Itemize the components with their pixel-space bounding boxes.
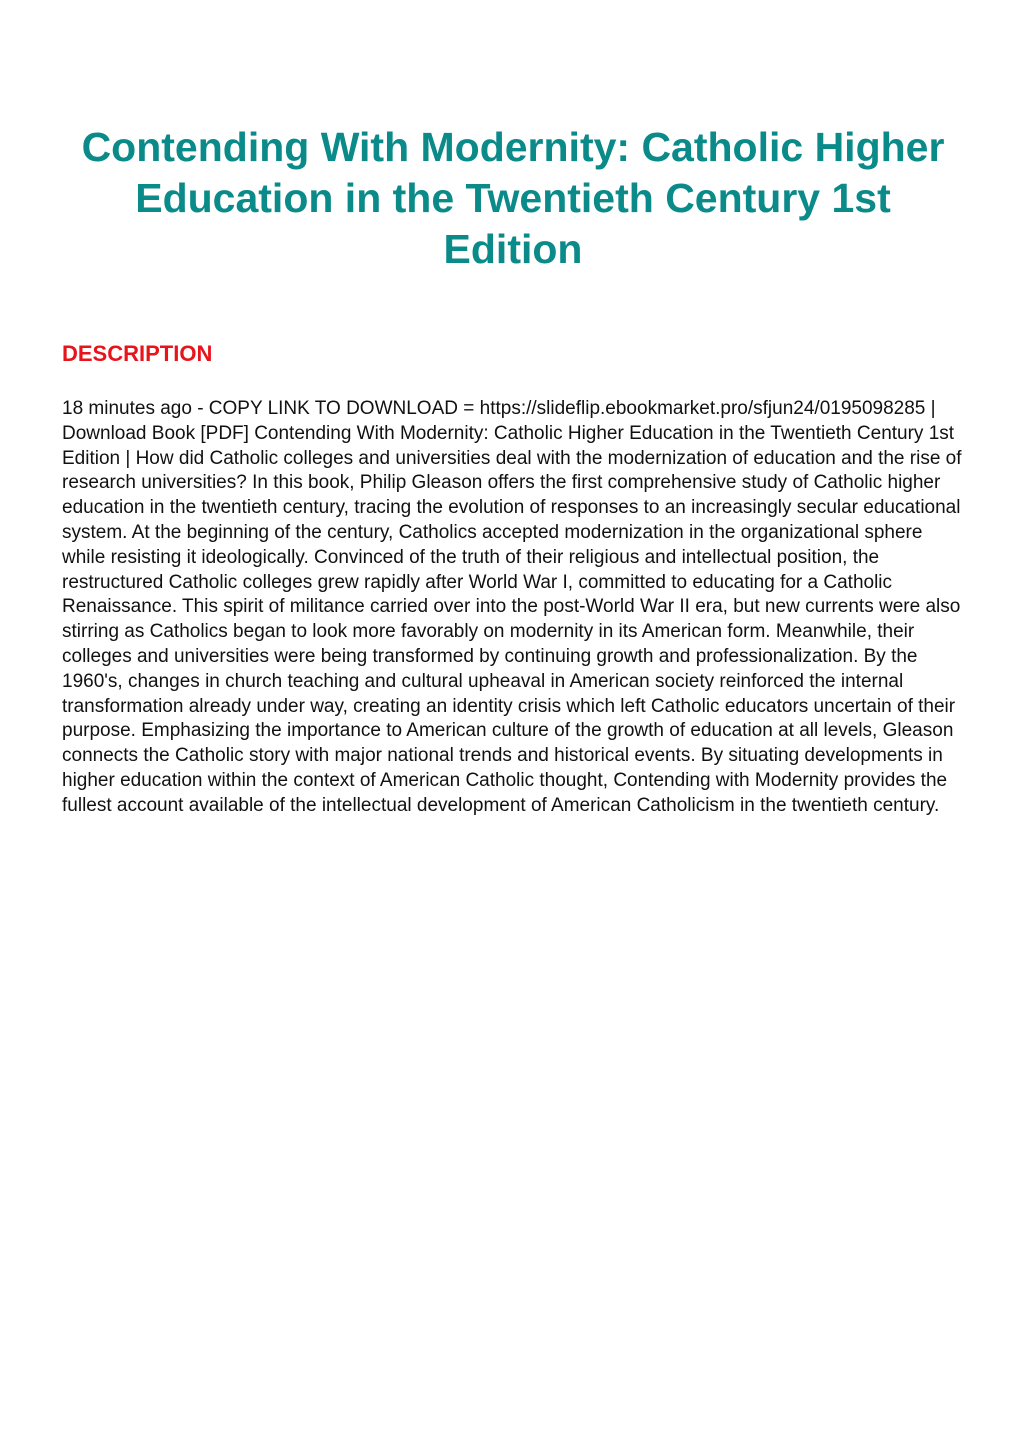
description-text: 18 minutes ago - COPY LINK TO DOWNLOAD = https://slideflip.ebookmarket.pro/sfjun24/0195098285 | Download Book [PDF] Contending With Modernity: Catholic Higher Education in the Twentieth Century 1st Edition | How did Catholic colleges and universities deal with the modernization of education and the rise of research universities? In this book, Philip Gleason offers the first comprehensive study of Catholic higher education in the twentieth century, tracing the evolution of responses to an increasingly secular educational system. At the beginning of the century, Catholics accepted modernization in the organizational sphere while resisting it ideologically. Convinced of the truth of their religious and intellectual position, the restructured Catholic colleges grew rapidly after World War I, committed to educating for a Catholic Renaissance. This spirit of militance carried over into the post-World War II era, but new currents were also stirring as Catholics began to look more favorably on modernity in its American form. Meanwhile, their colleges and universities were being transformed by continuing growth and professionalization. By the 1960's, changes in church teaching and cultural upheaval in American society reinforced the internal transformation already under way, creating an identity crisis which left Catholic educators uncertain of their purpose. Emphasizing the importance to American culture of the growth of education at all levels, Gleason connects the Catholic story with major national trends and historical events. By situating developments in higher education within the context of American Catholic thought, Contending with Modernity provides the fullest account available of the intellectual development of American Catholicism in the twentieth century. — [62, 398, 962, 816]
document-title: Contending With Modernity: Catholic Higher Education in the Twentieth Century 1st Edition — [81, 124, 945, 272]
description-heading: DESCRIPTION — [62, 341, 213, 366]
document-page — [0, 122, 1024, 1449]
